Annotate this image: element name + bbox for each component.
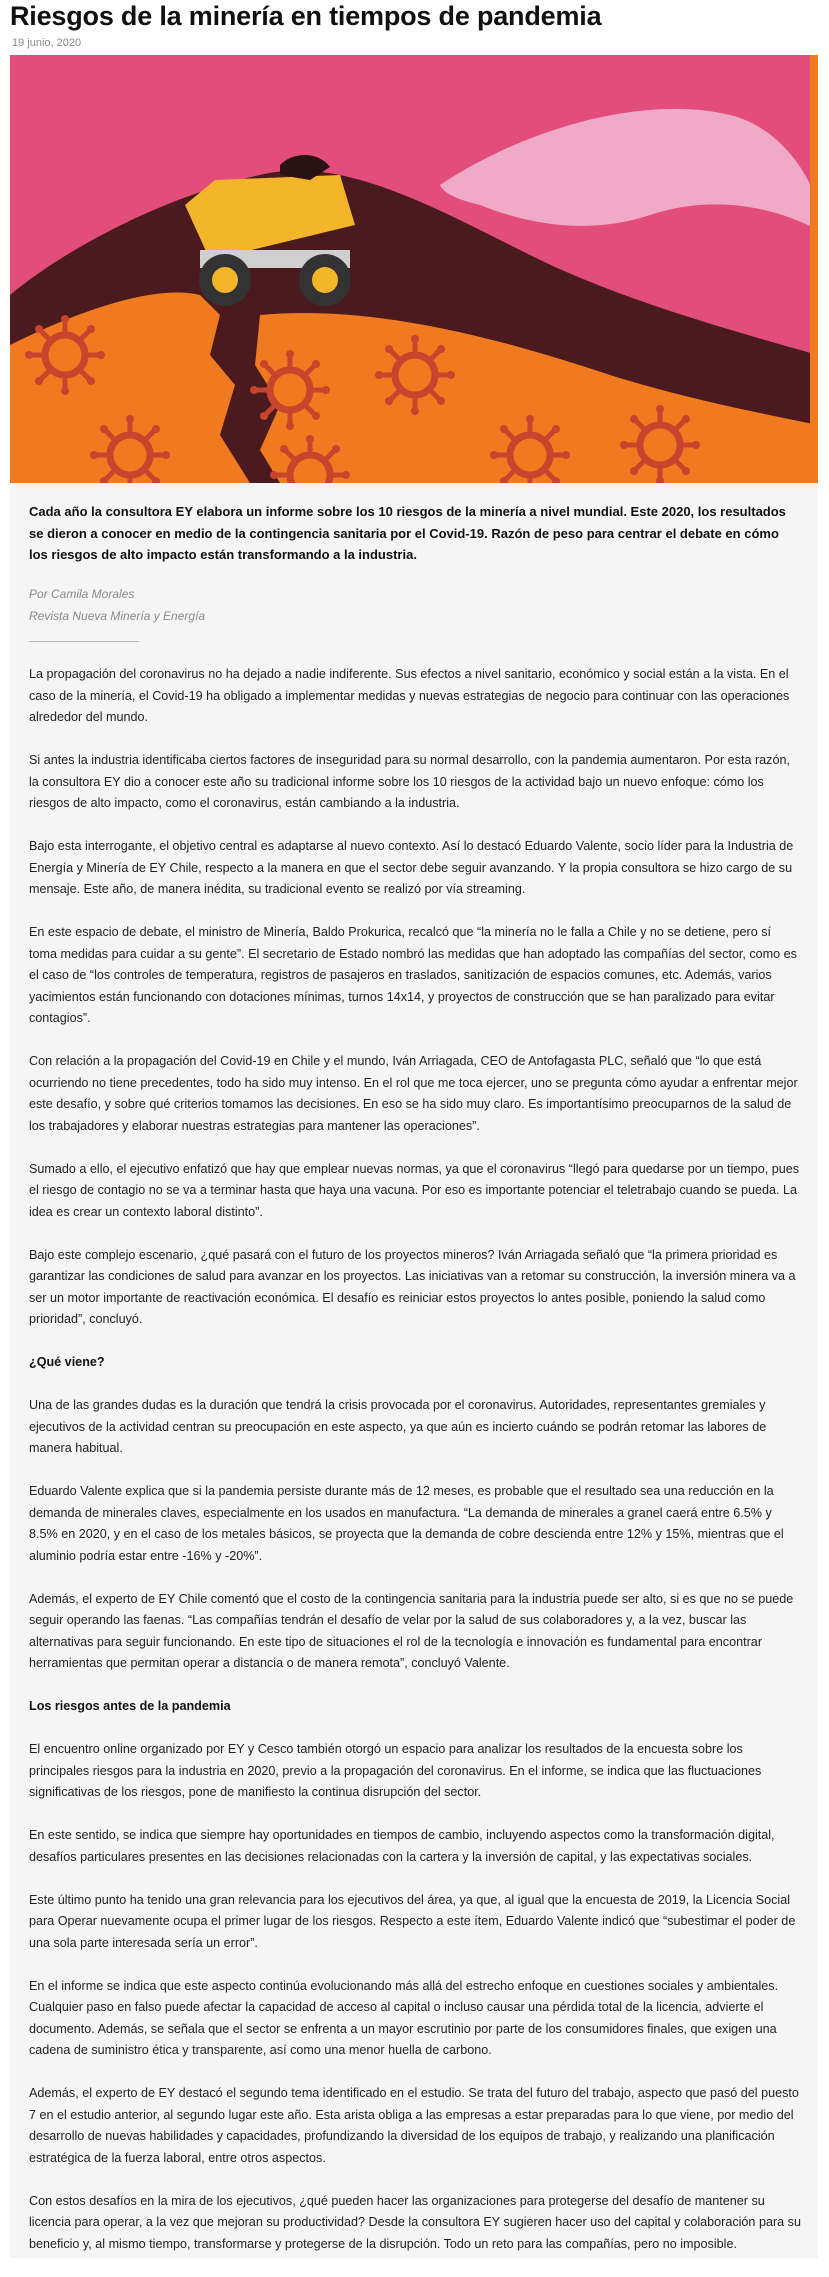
paragraph: El encuentro online organizado por EY y Cesco también otorgó un espacio para analizar los resultados de la encuesta sobre los principales riesgos para la industria en 2020, previo a la propagación del coronavirus. En el informe, se indica que las fluctuaciones significativas de los riesgos, pone de manifiesto la continua disrupción del sector. [29,1742,762,1799]
paragraph: Bajo este complejo escenario, ¿qué pasará con el futuro de los proyectos mineros? Iván Arriagada señaló que “la primera prioridad es garantizar las condiciones de salud para avanzar en los proyectos. Las iniciativas van a retomar su construcción, la inversión minera va a ser un motor importante de reactivación económica. El desafío es reiniciar estos proyectos lo antes posible, poniendo la salud como prioridad”, concluyó. [29,1247,796,1326]
page-title: Riesgos de la minería en tiempos de pandemia [10,1,602,31]
hero-illustration [10,55,818,483]
paragraph: En el informe se indica que este aspecto continúa evolucionando más allá del estrecho enfoque en cuestiones sociales y ambientales. Cualquier paso en falso puede afectar la capacidad de acceso al capital o incluso causar una pérdida total de la licencia, advierte el documento. Además, se señala que el sector se enfrenta a un mayor escrutinio por parte de los consumidores finales, que exigen una cadena de suministro ética y transparente, así como una menor huella de carbono. [29,1978,779,2057]
paragraph: La propagación del coronavirus no ha dejado a nadie indiferente. Sus efectos a nivel sanitario, económico y social están a la vista. En el caso de la minería, el Covid-19 ha obligado a implementar medidas y nuevas estrategias de negocio para continuar con las operaciones alrededor del mundo. [29,667,790,724]
paragraph: Además, el experto de EY Chile comentó que el costo de la contingencia sanitaria para la industria puede ser alto, si es que no se puede seguir operando las faenas. “Las compañías tendrán el desafío de velar por la salud de sus colaboradores y, a la vez, buscar las alternativas para seguir funcionando. En este tipo de situaciones el rol de la tecnología e innovación es fundamental para encontrar herramientas que permitan operar a distancia o de manera remota”, concluyó Valente. [29,1591,794,1670]
paragraph: Sumado a ello, el ejecutivo enfatizó que hay que emplear nuevas normas, ya que el coronavirus “llegó para quedarse por un tiempo, pues el riesgo de contagio no se va a terminar hasta que haya una vacuna. Por eso es importante potenciar el teletrabajo cuando se pueda. La idea es crear un contexto laboral distinto”. [29,1161,800,1219]
paragraph: Este último punto ha tenido una gran relevancia para los ejecutivos del área, ya que, al igual que la encuesta de 2019, la Licencia Social para Operar nuevamente ocupa el primer lugar de los riesgos. Respecto a este ítem, Eduardo Valente indicó que “subestimar el poder de una sola parte interesada sería un error”. [29,1892,796,1950]
byline-author: Por Camila Morales [29,587,135,601]
article-lead: Cada año la consultora EY elabora un informe sobre los 10 riesgos de la minería a nivel mundial. Este 2020, los resultados se dieron a conocer en medio de la contingencia sanitaria por el Covid-19. Razón de peso para centrar el debate en cómo los riesgos de alto impacto están transformando a la industria. [29,504,786,562]
paragraph: Con relación a la propagación del Covid-19 en Chile y el mundo, Iván Arriagada, CEO de Antofagasta PLC, señaló que “lo que está ocurriendo no tiene precedentes, todo ha sido muy intenso. En el rol que me toca ejercer, uno se pregunta cómo ayudar a enfrentar mejor este desafío, y sobre qué criterios tomamos las decisiones. En eso se ha sido muy claro. Es importantísimo preocuparnos de la salud de los trabajadores y elaborar nuestras estrategias para mantener las operaciones”. [29,1054,798,1133]
publish-date: 19 junio, 2020 [12,37,82,49]
article-text [29,664,801,2277]
byline-publication: Revista Nueva Minería y Energía [29,608,206,623]
article-body [10,483,818,2258]
paragraph: Si antes la industria identificaba ciertos factores de inseguridad para su normal desarrollo, con la pandemia aumentaron. Por esta razón, la consultora EY dio a conocer este año su tradicional informe sobre los 10 riesgos de la actividad bajo un nuevo enfoque: cómo los riesgos de alto impacto, como el coronavirus, están cambiando a la industria. [29,753,790,810]
paragraph: En este espacio de debate, el ministro de Minería, Baldo Prokurica, recalcó que “la minería no le falla a Chile y no se detiene, pero sí toma medidas para cuidar a su gente”. El secretario de Estado nombró las medidas que han adoptado las compañías del sector, como es el caso de “los controles de temperatura, registros de pasajeros en traslados, sanitización de espacios comunes, etc. Además, varios yacimientos están funcionando con dotaciones mínimas, turnos 14x14, y proyectos de construcción que se han paralizado para evitar contagios”. [29,925,797,1025]
paragraph: Con estos desafíos en la mira de los ejecutivos, ¿qué pueden hacer las organizaciones para protegerse del desafío de mantener su licencia para operar, a la vez que mejoran su productividad? Desde la consultora EY sugieren hacer uso del capital y colaboración para su beneficio y, al mismo tiempo, transformarse y protegerse de la disrupción. Todo un reto para las compañías, pero no imposible. [29,2193,801,2251]
divider [29,641,139,642]
paragraph: Bajo esta interrogante, el objetivo central es adaptarse al nuevo contexto. Así lo destacó Eduardo Valente, socio líder para la Industria de Energía y Minería de EY Chile, respecto a la manera en que el sector debe seguir avanzando. Y la propia consultora se hizo cargo de su mensaje. Este año, de manera inédita, su tradicional evento se realizó por vía streaming. [29,839,794,896]
section-heading-riesgos: Los riesgos antes de la pandemia [29,1699,231,1713]
paragraph: En este sentido, se indica que siempre hay oportunidades en tiempos de cambio, incluyendo aspectos como la transformación digital, desafíos particulares presentes en las decisiones relacionadas con la cartera y la inversión de capital, y las expectativas sociales. [29,1828,775,1864]
section-heading-que-viene: ¿Qué viene? [29,1355,105,1369]
byline [29,584,205,627]
paragraph: Además, el experto de EY destacó el segundo tema identificado en el estudio. Se trata del futuro del trabajo, aspecto que pasó del puesto 7 en el estudio anterior, al segundo lugar este año. Esta arista obliga a las empresas a estar preparadas para lo que viene, por medio del desarrollo de nuevas habilidades y capacidades, profundizando la diversidad de los equipos de trabajo, y realizando una planificación estratégica de la fuerza laboral, entre otros aspectos. [29,2086,799,2165]
paragraph: Eduardo Valente explica que si la pandemia persiste durante más de 12 meses, es probable que el resultado sea una reducción en la demanda de minerales claves, especialmente en los usados en manufactura. “La demanda de minerales a granel caerá entre 6.5% y 8.5% en 2020, y en el caso de los metales básicos, se proyecta que la demanda de cobre descienda entre 12% y 15%, mientras que el aluminio podría estar entre -16% y -20%”. [29,1484,784,1563]
paragraph: Una de las grandes dudas es la duración que tendrá la crisis provocada por el coronavirus. Autoridades, representantes gremiales y ejecutivos de la actividad centran su preocupación en este aspecto, ya que aún es incierto cuándo se podrán retomar las labores de manera habitual. [29,1398,767,1455]
